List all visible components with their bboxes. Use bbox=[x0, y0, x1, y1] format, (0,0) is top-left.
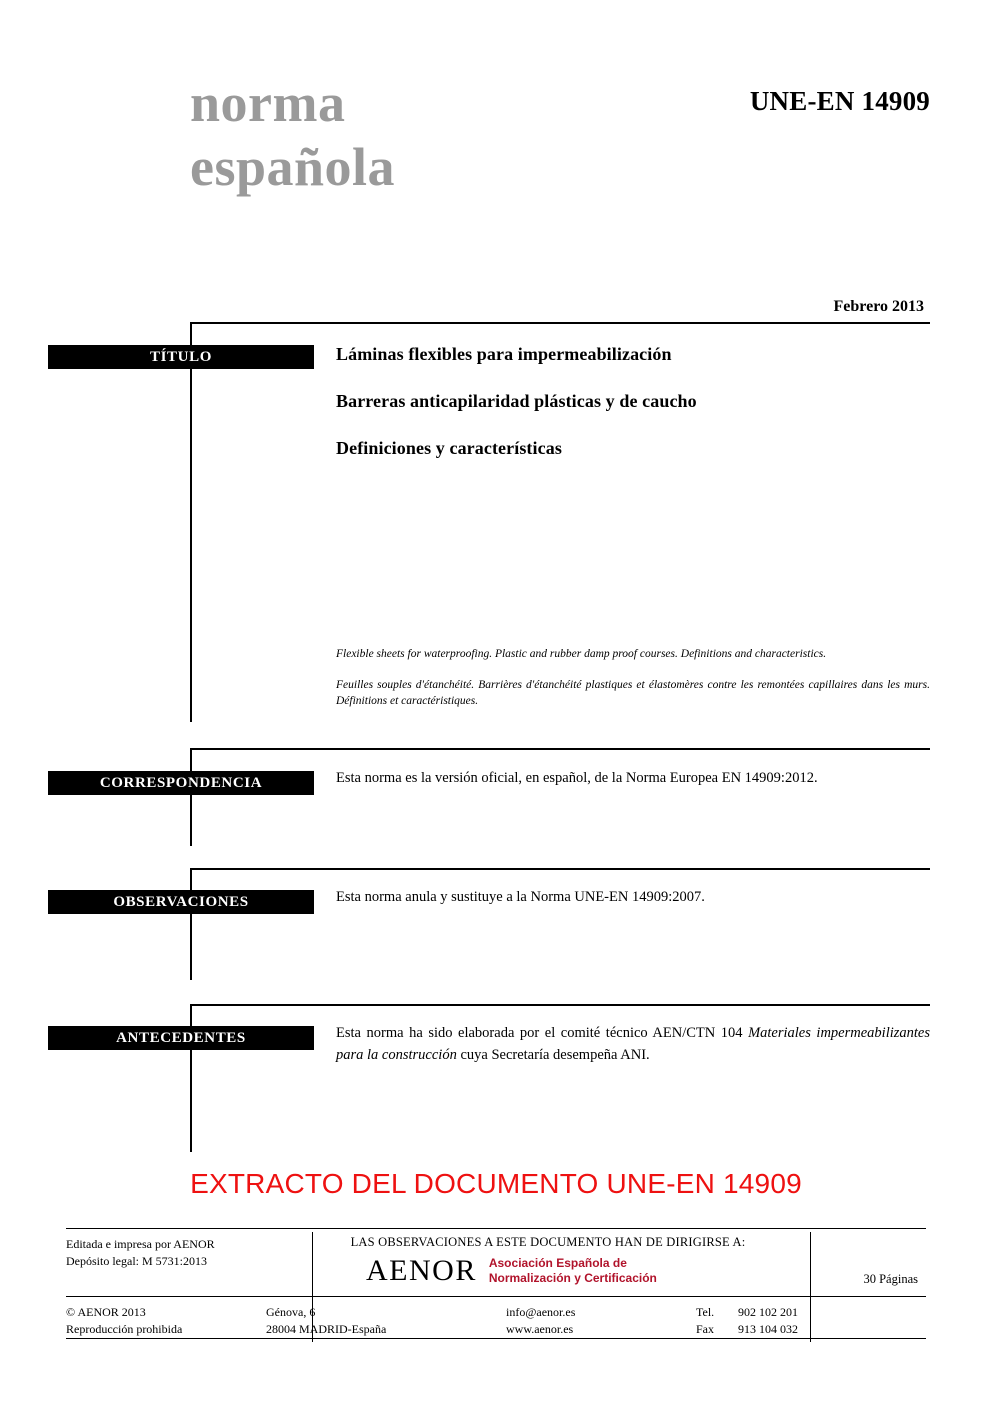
brand-line-1: norma bbox=[190, 73, 346, 133]
section-content-antecedentes bbox=[336, 1023, 930, 1067]
vline-titulo bbox=[190, 322, 192, 722]
footer-publisher bbox=[66, 1236, 246, 1271]
footer-tel-label: Tel. bbox=[696, 1305, 715, 1319]
section-tag-correspondencia: CORRESPONDENCIA bbox=[48, 771, 314, 795]
footer-email[interactable]: info@aenor.es bbox=[506, 1305, 576, 1319]
antecedentes-text bbox=[336, 1023, 930, 1067]
footer bbox=[66, 1232, 926, 1342]
title-line-3: Definiciones y características bbox=[336, 438, 562, 458]
footer-observations-notice: LAS OBSERVACIONES A ESTE DOCUMENTO HAN DE DIRIGIRSE A: bbox=[350, 1235, 746, 1249]
antecedentes-text-italic: Materiales impermeabilizantes para la construcción bbox=[336, 1025, 930, 1063]
rule-observaciones bbox=[190, 868, 930, 870]
brand-line-2: española bbox=[190, 136, 396, 197]
footer-legal-deposit: Depósito legal: M 5731:2013 bbox=[66, 1254, 207, 1269]
footer-fax-label: Fax bbox=[696, 1322, 714, 1337]
title-line-2: Barreras anticapilaridad plásticas y de caucho bbox=[336, 391, 697, 411]
footer-fax-value: 913 104 032 bbox=[738, 1322, 798, 1337]
footer-address-line-2: 28004 MADRID-España bbox=[266, 1322, 387, 1337]
standard-code: UNE-EN 14909 bbox=[749, 86, 930, 116]
extract-banner: EXTRACTO DEL DOCUMENTO UNE-EN 14909 bbox=[190, 1168, 802, 1199]
footer-address-block bbox=[266, 1304, 466, 1339]
title-line-1: Láminas flexibles para impermeabilización bbox=[336, 344, 672, 364]
alt-title-french: Feuilles souples d'étanchéité. Barrières d'étanchéité plastiques et élastomères contre les remontées capillaires dans les murs. Définitions et caractéristiques. bbox=[336, 678, 930, 708]
alt-title-english: Flexible sheets for waterproofing. Plastic and rubber damp proof courses. Definitions and characteristics. bbox=[336, 648, 827, 660]
rule-top bbox=[190, 322, 930, 324]
aenor-subtitle-line-2: Normalización y Certificación bbox=[488, 1271, 657, 1285]
page-count: 30 Páginas bbox=[863, 1272, 918, 1286]
footer-rule-top bbox=[66, 1228, 926, 1229]
aenor-subtitle bbox=[489, 1256, 657, 1286]
aenor-logo bbox=[366, 1254, 657, 1288]
alt-titles bbox=[336, 646, 930, 724]
antecedentes-text-part2: cuya Secretaría desempeña ANI. bbox=[456, 1046, 650, 1063]
section-tag-titulo: TÍTULO bbox=[48, 345, 314, 369]
masthead bbox=[190, 72, 930, 199]
vline-observaciones bbox=[190, 868, 192, 980]
section-tag-antecedentes: ANTECEDENTES bbox=[48, 1026, 314, 1050]
vline-correspondencia bbox=[190, 748, 192, 846]
footer-web-block bbox=[506, 1304, 686, 1339]
footer-edited-by: Editada e impresa por AENOR bbox=[66, 1237, 215, 1251]
rule-antecedentes bbox=[190, 1004, 930, 1006]
footer-reproduction: Reproducción prohibida bbox=[66, 1322, 183, 1337]
aenor-subtitle-line-1: Asociación Española de bbox=[488, 1256, 627, 1270]
footer-website[interactable]: www.aenor.es bbox=[506, 1322, 574, 1337]
issue-date: Febrero 2013 bbox=[833, 298, 924, 315]
antecedentes-text-part1: Esta norma ha sido elaborada por el comité técnico AEN/CTN 104 bbox=[336, 1025, 749, 1041]
rule-correspondencia bbox=[190, 748, 930, 750]
section-content-observaciones bbox=[336, 887, 930, 909]
footer-copyright-block bbox=[66, 1304, 246, 1339]
footer-address-line-1: Génova, 6 bbox=[266, 1305, 316, 1319]
footer-tel-value: 902 102 201 bbox=[738, 1305, 798, 1319]
section-content-correspondencia bbox=[336, 768, 930, 790]
footer-phone-values bbox=[738, 1304, 858, 1339]
footer-copyright: © AENOR 2013 bbox=[66, 1305, 146, 1319]
aenor-wordmark: AENOR bbox=[366, 1254, 477, 1287]
correspondencia-text: Esta norma es la versión oficial, en español, de la Norma Europea EN 14909:2012. bbox=[336, 770, 818, 786]
observaciones-text: Esta norma anula y sustituye a la Norma UNE-EN 14909:2007. bbox=[336, 889, 705, 905]
section-content-titulo bbox=[336, 344, 930, 485]
section-tag-observaciones: OBSERVACIONES bbox=[48, 890, 314, 914]
